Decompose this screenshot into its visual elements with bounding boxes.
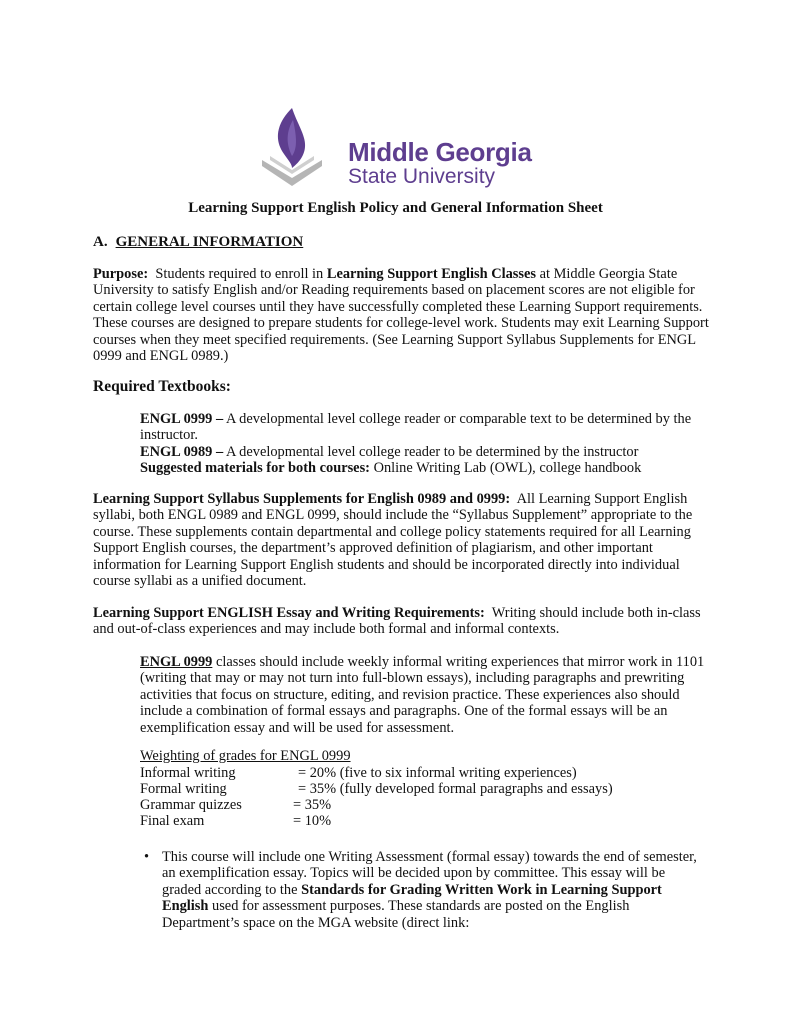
weighting-heading: Weighting of grades for ENGL 0999 — [140, 748, 351, 764]
logo-text-line2: State University — [348, 165, 496, 188]
assessment-bullet-text — [162, 849, 707, 931]
supplements-label: Learning Support Syllabus Supplements for English 0989 and 0999: — [93, 491, 511, 507]
bullet-bold-term: Standards for Grading Written Work in Learning Support English — [162, 881, 662, 915]
supplements-body: All Learning Support English syllabi, both ENGL 0989 and ENGL 0999, should include the “Syllabus Supplement” appropriate to the course. These supplements contain departmental and college policy statements required for all Learning Support English courses, the department’s approved definition of plagiarism, and other important information for Learning Support English students and should be incorporated directly into individual course syllabi as a unified document. — [93, 491, 693, 590]
engl0999-paragraph — [140, 654, 705, 736]
suggested-label: Suggested materials for both courses: — [140, 460, 370, 477]
suggested-materials — [140, 460, 710, 476]
flame-torch-icon — [262, 106, 342, 190]
textbooks-list — [140, 411, 710, 477]
textbook-item-0999 — [140, 411, 710, 444]
weighting-row-value: = 10% — [293, 813, 332, 829]
essay-requirements-label: Learning Support ENGLISH Essay and Writing Requirements: — [93, 605, 485, 621]
logo-text-line1: Middle Georgia — [348, 137, 532, 167]
section-letter: A. — [93, 234, 108, 250]
essay-requirements-body: Writing should include both in-class and out-of-class experiences and may include both formal and informal contexts. — [93, 605, 701, 638]
bullet-dot-icon: • — [144, 849, 150, 865]
page-title: Learning Support English Policy and General Information Sheet — [188, 200, 603, 216]
bullet-lead: This course will include one Writing Assessment (formal essay) towards the end of semester, an exemplification essay. Topics will be decided upon by committee. This essay will be graded according to the — [162, 849, 697, 898]
textbook-0999-label: ENGL 0999 – — [140, 411, 224, 427]
textbook-0999-text: A developmental level college reader or comparable text to be determined by the instructor. — [140, 411, 692, 444]
purpose-paragraph — [93, 266, 713, 364]
purpose-lead: Students required to enroll in — [155, 266, 324, 282]
section-heading-a — [93, 234, 303, 251]
purpose-body: at Middle Georgia State University to satisfy English and/or Reading requirements based on placement scores are not eligible for certain college level courses until they have successfully completed these Learning Support requirements. These courses are designed to prepare students for college-level work. Students may exit Learning Support courses when they meet specified requirements. (See Learning Support Syllabus Supplements for ENGL 0999 and ENGL 0989.) — [93, 266, 709, 365]
essay-requirements-paragraph — [93, 605, 708, 638]
purpose-label: Purpose: — [93, 266, 149, 282]
textbook-0989-text: A developmental level college reader to be determined by the instructor — [225, 443, 639, 460]
textbooks-heading: Required Textbooks: — [93, 378, 231, 395]
weighting-row-value: = 35% (fully developed formal paragraphs and essays) — [298, 781, 613, 797]
suggested-text: Online Writing Lab (OWL), college handbook — [373, 460, 642, 477]
purpose-bold-term: Learning Support English Classes — [326, 266, 536, 282]
weighting-row-label: Final exam — [140, 813, 205, 829]
engl0999-body: classes should include weekly informal writing experiences that mirror work in 1101 (writing that may or may not turn into full-blown essays), including paragraphs and prewriting activities that focus on structure, editing, and revision practice. These experiences also should include a combination of formal essays and paragraphs. One of the formal essays will be an exemplification essay and will be used for assessment. — [140, 654, 705, 736]
engl0999-label: ENGL 0999 — [140, 654, 213, 670]
university-logo — [262, 106, 532, 190]
section-title: GENERAL INFORMATION — [115, 234, 304, 250]
supplements-paragraph — [93, 491, 708, 589]
bullet-tail: used for assessment purposes. These standards are posted on the English Department’s space on the MGA website (direct link: — [162, 898, 630, 931]
weighting-row-value: = 35% — [293, 797, 332, 813]
weighting-row-label: Informal writing — [140, 765, 236, 781]
textbook-item-0989 — [140, 444, 710, 460]
weighting-row-label: Grammar quizzes — [140, 797, 242, 813]
weighting-row-label: Formal writing — [140, 781, 227, 797]
textbook-0989-label: ENGL 0989 – — [140, 443, 224, 460]
weighting-row-value: = 20% (five to six informal writing experiences) — [298, 765, 577, 781]
